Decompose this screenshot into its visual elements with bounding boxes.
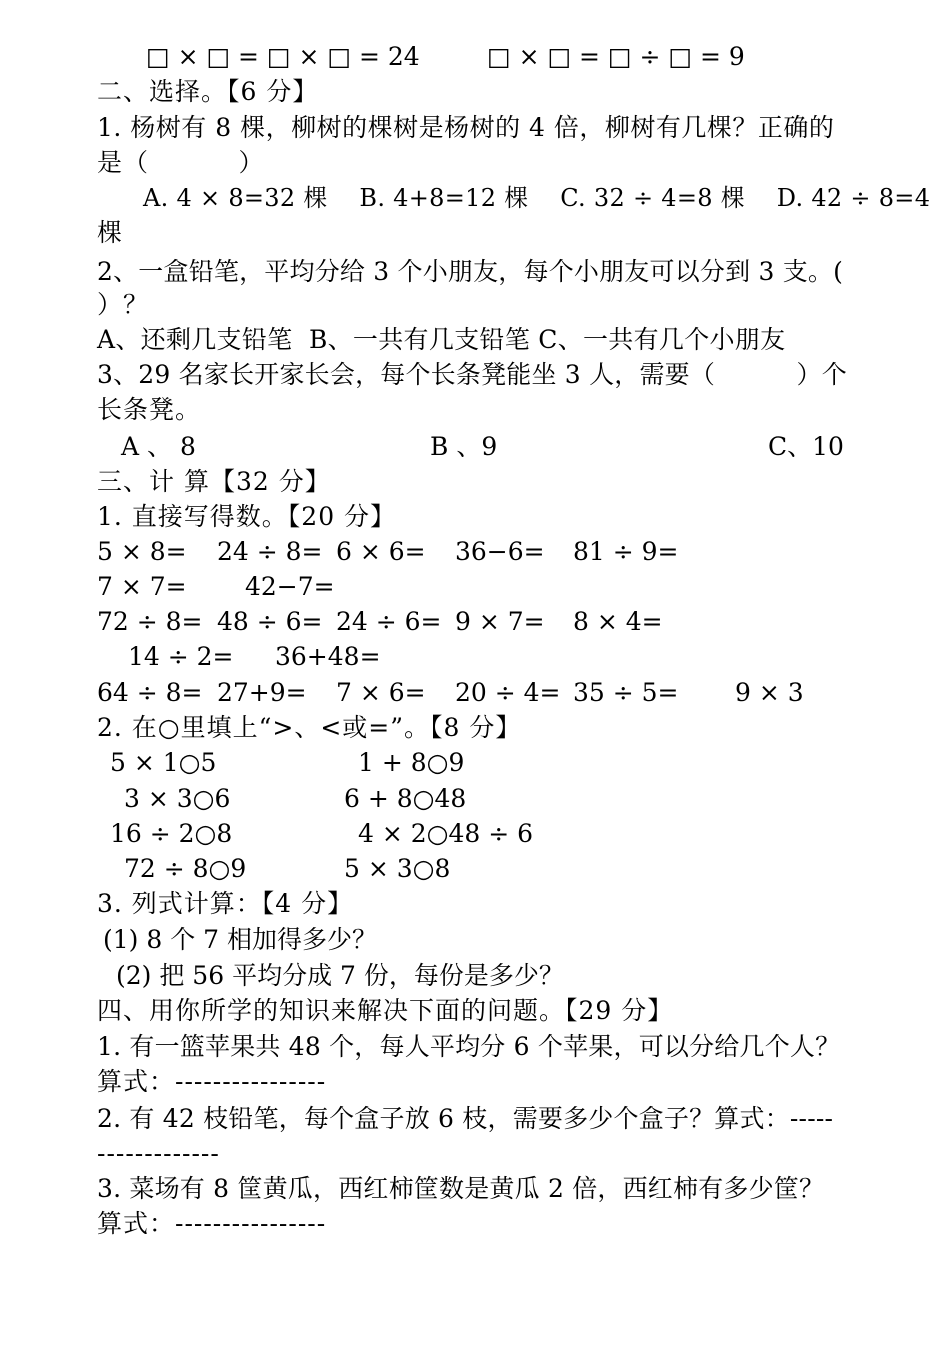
compare-item: 5 × 3○8 [344, 854, 451, 883]
compare-item: 3 × 3○6 [124, 784, 231, 813]
calc-item: 81 ÷ 9= [573, 537, 679, 566]
section-4-heading: 四、用你所学的知识来解决下面的问题。【29 分】 [97, 996, 674, 1025]
box-equation-24: □ × □ = □ × □ = 24 [146, 42, 420, 71]
q4-3-text: 3. 菜场有 8 筐黄瓜，西红柿筐数是黄瓜 2 倍，西红柿有多少筐？ [97, 1174, 825, 1203]
q2-1-text-cont: 是（ ） [97, 148, 265, 177]
section-3-part1-heading: 1. 直接写得数。【20 分】 [97, 502, 397, 531]
calc-item: 64 ÷ 8= [97, 678, 203, 707]
q2-3-option-a: A 、 8 [121, 432, 196, 461]
q2-1-options: A. 4 × 8=32 棵 B. 4+8=12 棵 C. 32 ÷ 4=8 棵 D. 42 ÷ 8=4 [143, 184, 931, 212]
section-3-part2-heading: 2. 在○里填上“>、<或=”。【8 分】 [97, 713, 522, 742]
calc-item: 8 × 4= [573, 607, 663, 636]
calc-item: 9 × 7= [455, 607, 545, 636]
section-3-part3-heading: 3. 列式计算：【4 分】 [97, 889, 354, 918]
calc-item: 36+48= [275, 642, 381, 671]
q4-3-answer-line: 算式：---------------- [97, 1209, 327, 1238]
word-calc-1: (1) 8 个 7 相加得多少？ [103, 925, 378, 954]
calc-item: 20 ÷ 4= [455, 678, 561, 707]
compare-item: 1 + 8○9 [358, 748, 465, 777]
calc-item: 24 ÷ 6= [336, 607, 442, 636]
calc-item: 6 × 6= [336, 537, 426, 566]
section-3-heading: 三、计 算【32 分】 [97, 467, 331, 496]
q2-2-text-cont: ）？ [97, 290, 150, 319]
q2-3-option-c: C、10 [768, 432, 844, 461]
calc-item: 42−7= [245, 572, 335, 601]
q2-3-option-b: B 、9 [430, 432, 498, 461]
q4-2-text: 2. 有 42 枝铅笔，每个盒子放 6 枝，需要多少个盒子？算式：----- [97, 1104, 834, 1133]
q2-1-text: 1. 杨树有 8 棵，柳树的棵树是杨树的 4 倍，柳树有几棵？正确的 [97, 113, 835, 142]
compare-item: 6 + 8○48 [344, 784, 467, 813]
q2-2-text: 2、一盒铅笔，平均分给 3 个小朋友，每个小朋友可以分到 3 支。( [97, 257, 844, 286]
box-equation-9: □ × □ = □ ÷ □ = 9 [487, 42, 745, 71]
compare-item: 72 ÷ 8○9 [124, 854, 247, 883]
q4-1-answer-line: 算式：---------------- [97, 1067, 327, 1096]
compare-item: 5 × 1○5 [110, 748, 217, 777]
q2-2-options: A、还剩几支铅笔 B、一共有几支铅笔 C、一共有几个小朋友 [97, 325, 786, 354]
calc-item: 14 ÷ 2= [128, 642, 234, 671]
compare-item: 4 × 2○48 ÷ 6 [358, 819, 534, 848]
calc-item: 48 ÷ 6= [217, 607, 323, 636]
q2-3-text: 3、29 名家长开家长会，每个长条凳能坐 3 人，需要（ ）个 [97, 360, 847, 389]
q2-3-text-cont: 长条凳。 [97, 395, 202, 424]
calc-item: 7 × 6= [336, 678, 426, 707]
q4-1-text: 1. 有一篮苹果共 48 个，每人平均分 6 个苹果，可以分给几个人？ [97, 1032, 841, 1061]
calc-item: 35 ÷ 5= [573, 678, 679, 707]
calc-item: 36−6= [455, 537, 545, 566]
calc-item: 24 ÷ 8= [217, 537, 323, 566]
section-2-heading: 二、选择。【6 分】 [97, 77, 319, 106]
calc-item: 72 ÷ 8= [97, 607, 203, 636]
compare-item: 16 ÷ 2○8 [110, 819, 233, 848]
word-calc-2: (2) 把 56 平均分成 7 份，每份是多少？ [116, 961, 564, 990]
calc-item: 5 × 8= [97, 537, 187, 566]
calc-item: 9 × 3 [735, 678, 804, 707]
calc-item: 27+9= [217, 678, 307, 707]
q2-1-options-cont: 棵 [97, 218, 124, 247]
q4-2-answer-cont: ------------- [97, 1139, 220, 1168]
calc-item: 7 × 7= [97, 572, 187, 601]
